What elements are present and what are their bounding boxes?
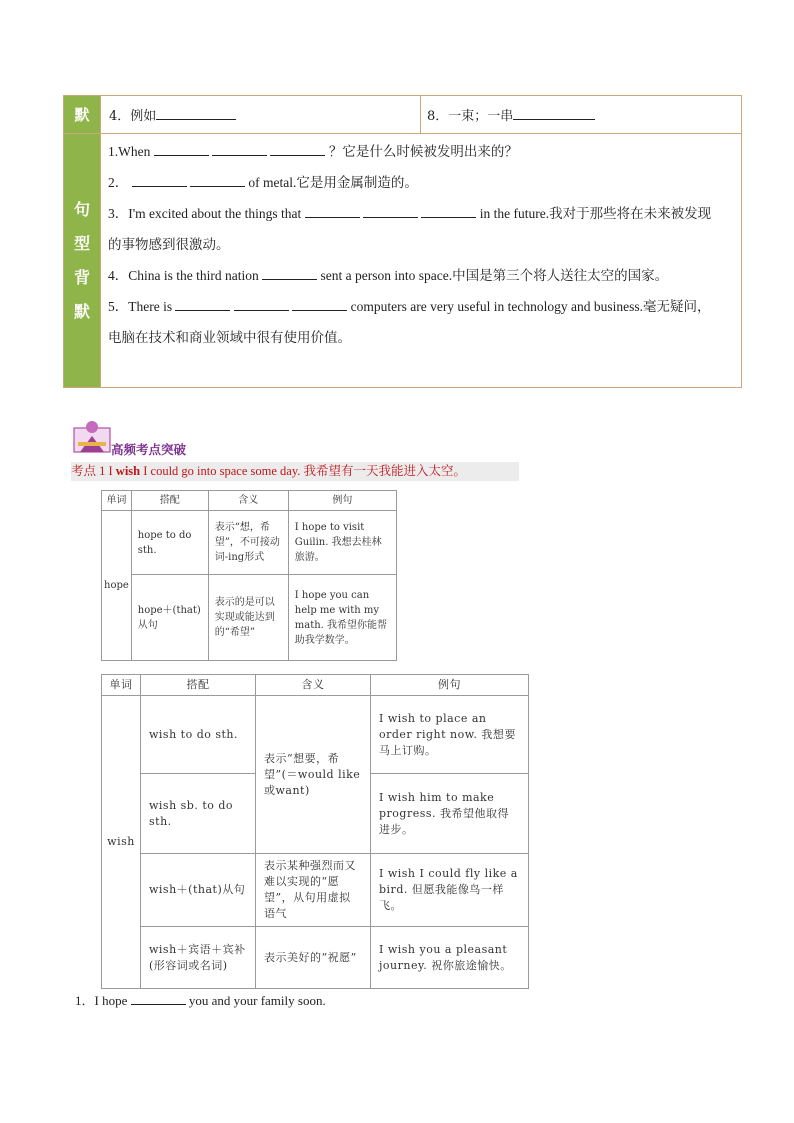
sentence-3: 3．I'm excited about the things that in the future.我对于那些将在未来被发现 (108, 206, 712, 221)
answer-blank[interactable] (175, 298, 230, 311)
exercise-question-1: 1．I hope you and your family soon. (75, 993, 326, 1008)
table-header-row: 单词 搭配 含义 例句 (102, 491, 397, 511)
sentence-2: 2． of metal.它是用金属制造的。 (108, 175, 418, 190)
sentence-list (101, 134, 742, 388)
sentence-4: 4．China is the third nation sent a person into space.中国是第三个将人送往太空的国家。 (108, 268, 669, 283)
table-row: hope hope to do sth. 表示“想，希望”，不可接动词-ing形式 I hope to visit Guilin. 我想去桂林旅游。 (102, 511, 397, 575)
sentence-table (63, 95, 742, 388)
answer-blank[interactable] (132, 174, 187, 187)
answer-blank[interactable] (305, 205, 360, 218)
word-cell: hope (102, 511, 132, 661)
answer-blank[interactable] (292, 298, 347, 311)
answer-blank[interactable] (234, 298, 289, 311)
sentence-5: 5．There is computers are very useful in technology and business.毫无疑问， (108, 299, 711, 314)
answer-blank[interactable] (270, 143, 325, 156)
answer-blank[interactable] (156, 107, 236, 120)
answer-blank[interactable] (262, 267, 317, 280)
answer-blank[interactable] (513, 107, 595, 120)
answer-blank[interactable] (190, 174, 245, 187)
sentence-1: 1.When ？它是什么时候被发明出来的？ (108, 144, 518, 159)
answer-blank[interactable] (212, 143, 267, 156)
table-row: wish＋宾语＋宾补(形容词或名词) 表示美好的“祝愿” I wish you a pleasant journey. 祝你旅途愉快。 (102, 927, 529, 989)
answer-blank[interactable] (131, 992, 186, 1005)
table-row: wish wish to do sth. 表示“想要，希望”(＝would like或want) I wish to place an order right now. 我想要马上订购。 (102, 696, 529, 774)
merged-meaning-cell: 表示“想要，希望”(＝would like或want) (256, 696, 371, 854)
table-header-row: 单词 搭配 含义 例句 (102, 675, 529, 696)
reading-person-icon (72, 418, 112, 454)
answer-blank[interactable] (154, 143, 209, 156)
vocab-item-4: 4．例如 (101, 96, 421, 134)
section-side-label: 句 型 背 默 (64, 134, 101, 388)
answer-blank[interactable] (363, 205, 418, 218)
wish-usage-table (101, 674, 529, 989)
vocab-item-8: 8．一束；一串 (421, 96, 742, 134)
sentence-3-cont: 的事物感到很激动。 (108, 237, 230, 252)
table-row: hope＋(that)从句 表示的是可以实现或能达到的“希望” I hope you can help me with my math. 我希望你能帮助我学数学。 (102, 575, 397, 661)
answer-blank[interactable] (421, 205, 476, 218)
key-point-heading: 考点 1 I wish I could go into space some day. 我希望有一天我能进入太空。 (71, 462, 519, 481)
table-row: wish＋(that)从句 表示某种强烈而又难以实现的“愿望”，从句用虚拟语气 I wish I could fly like a bird. 但愿我能像鸟一样飞。 (102, 854, 529, 927)
section-title: 高频考点突破 (111, 442, 187, 457)
sentence-5-cont: 电脑在技术和商业领域中很有使用价值。 (108, 330, 351, 345)
word-cell: wish (102, 696, 141, 989)
row-label: 默 (64, 96, 101, 134)
hope-usage-table (101, 490, 397, 661)
table-row: wish sb. to do sth. I wish him to make progress. 我希望他取得进步。 (102, 774, 529, 854)
